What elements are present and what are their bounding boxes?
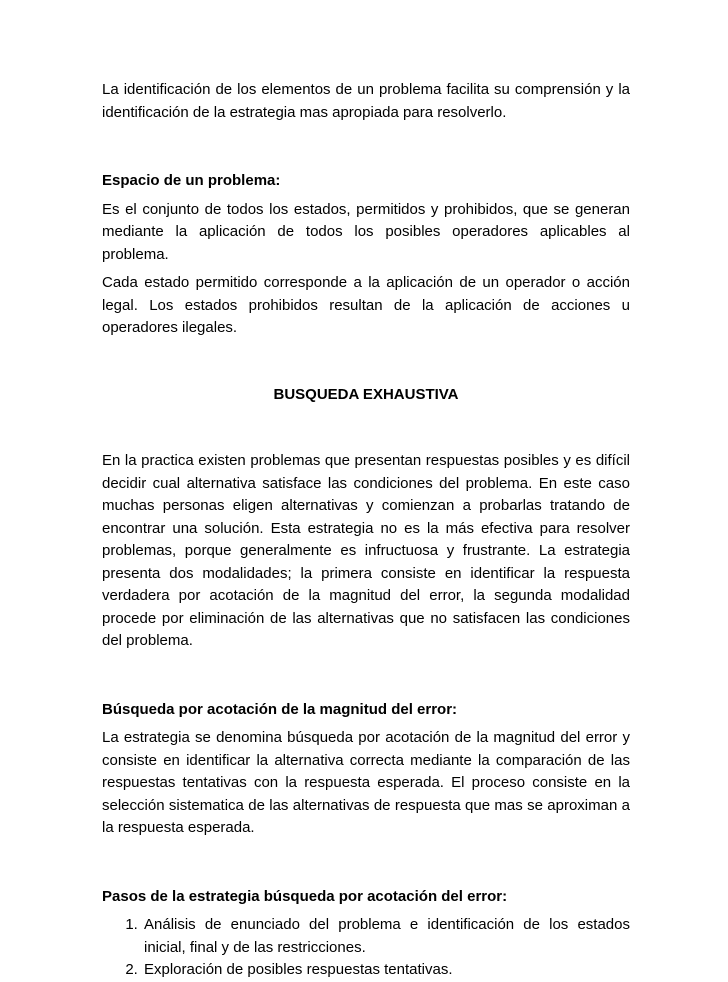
exhaustive-search-paragraph: En la practica existen problemas que presentan respuestas posibles y es difícil decidir cual alternativa satisface las condiciones del problema. En este caso muchas personas eligen alternativas y comienzan a probarlas tratando de encontrar una solución. Esta estrategia no es la más efectiva para resolver problemas, porque generalmente es infructuosa y frustrante. La estrategia presenta dos modalidades; la primera consiste en identificar la respuesta verdadera por acotación de la magnitud del error, la segunda modalidad procede por eliminación de las alternativas que no satisfacen las condiciones del problema. — [102, 452, 630, 649]
spacer — [102, 653, 630, 699]
main-title: BUSQUEDA EXHAUSTIVA — [273, 385, 459, 403]
spacer — [102, 340, 630, 384]
spacer — [102, 840, 630, 886]
intro-paragraph: La identificación de los elementos de un problema facilita su comprensión y la identificación de la estrategia mas apropiada para resolverlo. — [102, 81, 630, 121]
problem-space-paragraph-1: Es el conjunto de todos los estados, permitidos y prohibidos, que se generan mediante la aplicación de todos los posibles operadores aplicables al problema. — [102, 200, 630, 263]
section-heading-error-bounding: Búsqueda por acotación de la magnitud del error: — [102, 700, 458, 718]
list-item: 1. Análisis de enunciado del problema e identificación de los estados inicial, final y de las restricciones. — [142, 914, 630, 959]
section-heading-strategy-steps: Pasos de la estrategia búsqueda por acotación del error: — [102, 887, 508, 905]
spacer — [102, 124, 630, 170]
error-bounding-paragraph: La estrategia se denomina búsqueda por acotación de la magnitud del error y consiste en identificar la alternativa correcta mediante la comparación de las respuestas tentativas con la respuesta esperada. El proceso consiste en la selección sistematica de las alternativas de respuesta que mas se aproximan a la respuesta esperada. — [102, 729, 630, 836]
spacer — [102, 406, 630, 450]
problem-space-paragraph-2: Cada estado permitido corresponde a la aplicación de un operador o acción legal. Los estados prohibidos resultan de la aplicación de acciones u operadores ilegales. — [102, 274, 630, 336]
strategy-steps-list — [102, 914, 630, 982]
list-item: 2. Exploración de posibles respuestas tentativas. — [142, 959, 630, 982]
section-heading-problem-space: Espacio de un problema: — [102, 172, 281, 189]
document-page — [102, 79, 630, 982]
